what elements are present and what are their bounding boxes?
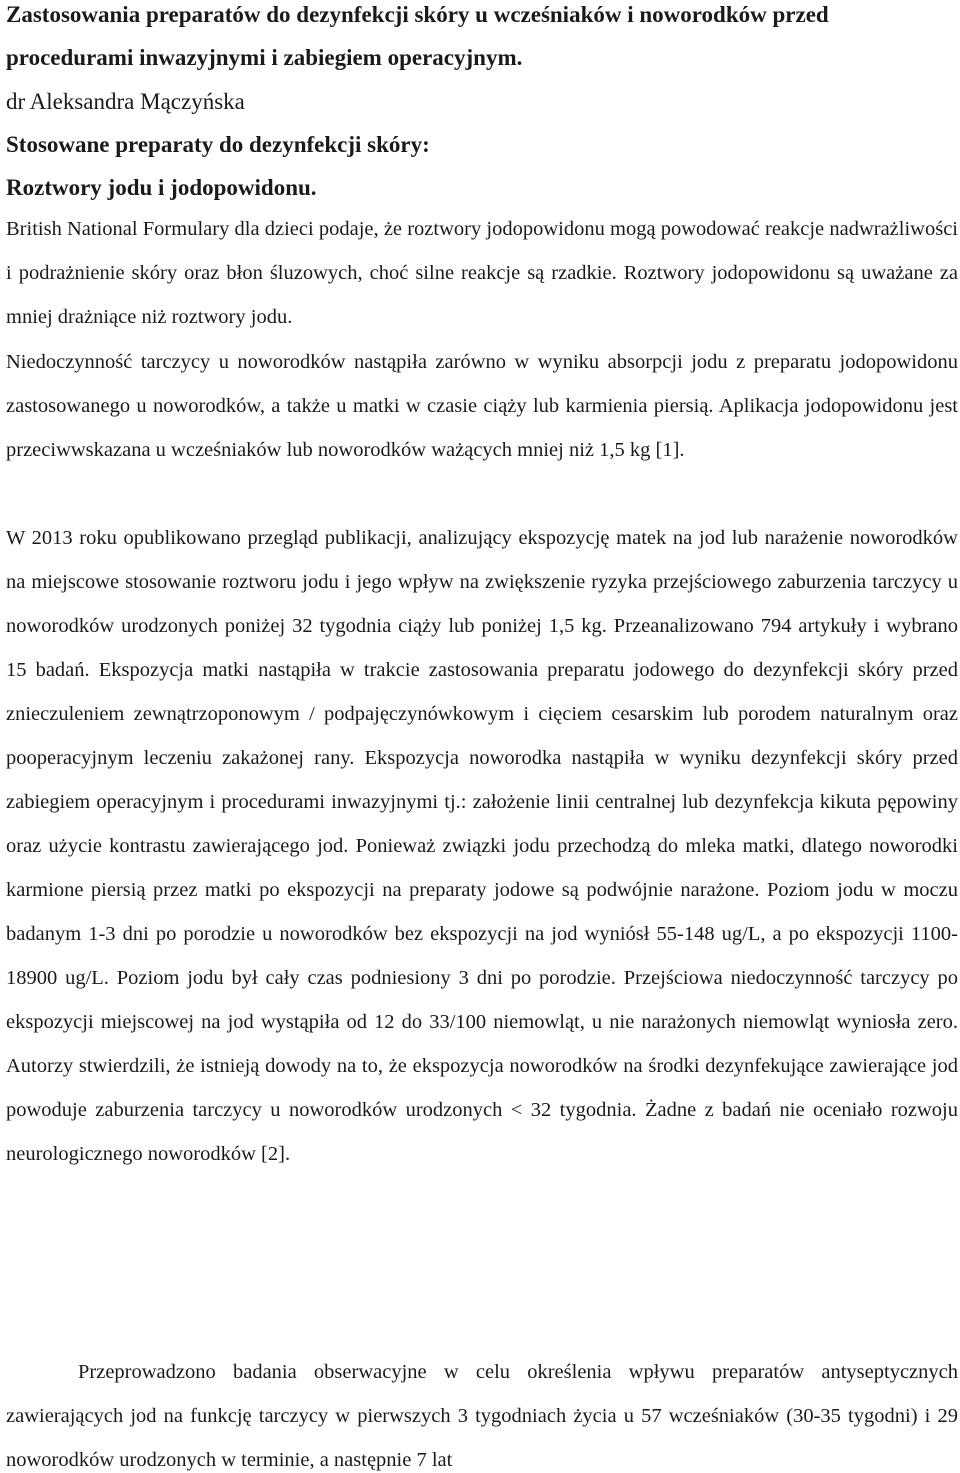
section-heading: Stosowane preparaty do dezynfekcji skóry: [6,132,430,157]
subsection-heading: Roztwory jodu i jodopowidonu. [6,175,317,200]
paragraph-review-2013: W 2013 roku opublikowano przegląd publikacji, analizujący ekspozycję matek na jod lub narażenie noworodków na miejscowe stosowanie roztworu jodu i jego wpływ na zwiększenie ryzyka przejściowego zaburzenia tarczycy u noworodków urodzonych poniżej 32 tygodnia ciąży lub poniżej 1,5 kg. Przeanalizowano 794 artykuły i wybrano 15 badań. Ekspozycja matki nastąpiła w trakcie zastosowania preparatu jodowego do dezynfekcji skóry przed znieczuleniem zewnątrzoponowym / podpajęczynówkowym i cięciem cesarskim lub porodem naturalnym oraz pooperacyjnym leczeniu zakażonej rany. Ekspozycja noworodka nastąpiła w wyniku dezynfekcji skóry przed zabiegiem operacyjnym i procedurami inwazyjnymi tj.: założenie linii centralnej lub dezynfekcja kikuta pępowiny oraz użycie kontrastu zawierającego jod. Ponieważ związki jodu przechodzą do mleka matki, dlatego noworodki karmione piersią przez matki po ekspozycji na preparaty jodowe są podwójnie narażone. Poziom jodu w moczu badanym 1-3 dni po porodzie u noworodków bez ekspozycji na jod wyniósł 55-148 ug/L, a po ekspozycji 1100-18900 ug/L. Poziom jodu był cały czas podniesiony 3 dni po porodzie. Przejściowa niedoczynność tarczycy po ekspozycji miejscowej na jod wystąpiła od 12 do 33/100 niemowląt, u nie narażonych niemowląt wyniosła zero. Autorzy stwierdzili, że istnieją dowody na to, że ekspozycja noworodków na środki dezynfekujące zawierające jod powoduje zaburzenia tarczycy u noworodków urodzonych < 32 tygodnia. Żadne z badań nie oceniało rozwoju neurologicznego noworodków [2]. [6,527,958,1165]
paragraph-hypothyroidism: Niedoczynność tarczycy u noworodków nastąpiła zarówno w wyniku absorpcji jodu z preparatu jodopowidonu zastosowanego u noworodków, a także u matki w czasie ciąży lub karmienia piersią. Aplikacja jodopowidonu jest przeciwwskazana u wcześniaków lub noworodków ważących mniej niż 1,5 kg [1]. [6,351,958,461]
document-title-line-2: procedurami inwazyjnymi i zabiegiem operacyjnym. [6,45,523,70]
author-name: dr Aleksandra Mączyńska [6,89,245,114]
paragraph-observational-studies: Przeprowadzono badania obserwacyjne w celu określenia wpływu preparatów antyseptycznych zawierających jod na funkcję tarczycy w pierwszych 3 tygodniach życia u 57 wcześniaków (30-35 tygodni) i 29 noworodków urodzonych w terminie, a następnie 7 lat [6,1361,958,1471]
document-title-line-1: Zastosowania preparatów do dezynfekcji skóry u wcześniaków i noworodków przed [6,2,829,27]
paragraph-bnf-iodine: British National Formulary dla dzieci podaje, że roztwory jodopowidonu mogą powodować reakcje nadwrażliwości i podrażnienie skóry oraz błon śluzowych, choć silne reakcje są rzadkie. Roztwory jodopowidonu są uważane za mniej drażniące niż roztwory jodu. [6,218,958,328]
